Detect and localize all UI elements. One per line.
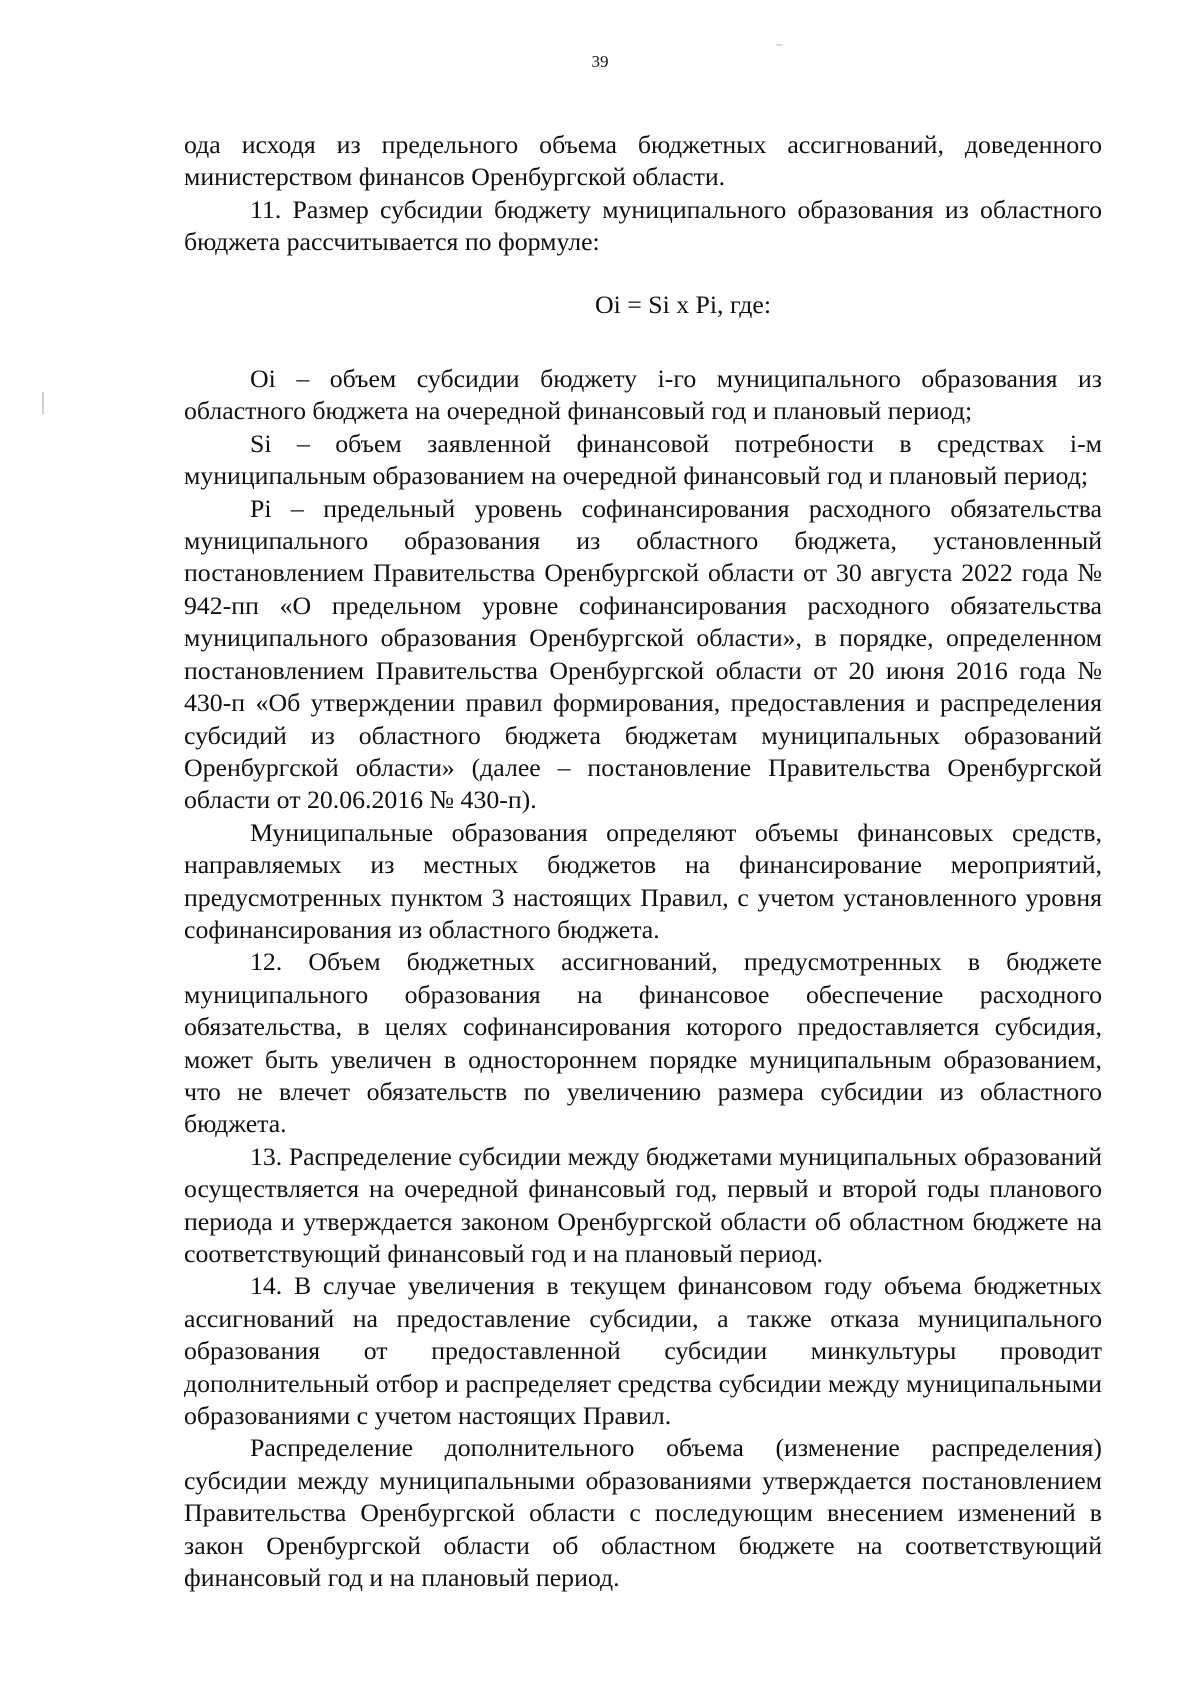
paragraph-clause-13: 13. Распределение субсидии между бюджетами муниципальных образований осуществляется на очередной финансовый год, первый и второй годы планового периода и утверждается законом Оренбургской области об областном бюджете на соответствующий финансовый год и на плановый период. (184, 1141, 1102, 1268)
scan-artifact (776, 44, 782, 46)
paragraph-definition-oi: Oi – объем субсидии бюджету i-го муниципального образования из областного бюджета на очередной финансовый год и плановый период; (184, 364, 1102, 426)
paragraph-definition-pi: Pi – предельный уровень софинансирования расходного обязательства муниципального образования из областного бюджета, установленный постановлением Правительства Оренбургской области от 30 августа 2022 года № 942-пп «О предельном уровне софинансирования расходного обязательства муниципального образования Оренбургской области», в порядке, определенном постановлением Правительства Оренбургской области от 20 июня 2016 года № 430-п «Об утверждении правил формирования, предоставления и распределения субсидий из областного бюджета бюджетам муниципальных образований Оренбургской области» (далее – постановление Правительства Оренбургской области от 20.06.2016 № 430-п). (184, 493, 1102, 815)
paragraph-additional-distribution: Распределение дополнительного объема (изменение распределения) субсидии между муниципальными образованиями утверждается постановлением Правительства Оренбургской области с последующим внесением изменений в закон Оренбургской области об областном бюджете на соответствующий финансовый год и на плановый период. (184, 1433, 1102, 1593)
paragraph-clause-11: 11. Размер субсидии бюджету муниципального образования из областного бюджета рассчитывается по формуле: (184, 194, 1102, 257)
paragraph-clause-14: 14. В случае увеличения в текущем финансовом году объема бюджетных ассигнований на предоставление субсидии, а также отказа муниципального образования от предоставленной субсидии минкультуры проводит дополнительный отбор и распределяет средства субсидии между муниципальными образованиями с учетом настоящих Правил. (184, 1271, 1102, 1431)
scan-artifact (42, 392, 44, 414)
paragraph-continuation: ода исходя из предельного объема бюджетных ассигнований, доведенного министерством финансов Оренбургской области. (184, 130, 1102, 192)
paragraph-definition-si: Si – объем заявленной финансовой потребности в средствах i-м муниципальным образованием на очередной финансовый год и плановый период; (184, 428, 1102, 491)
page-number: 39 (591, 52, 609, 71)
paragraph-clause-12: 12. Объем бюджетных ассигнований, предусмотренных в бюджете муниципального образования на финансовое обеспечение расходного обязательства, в целях софинансирования которого предоставляется субсидия, может быть увеличен в одностороннем порядке муниципальным образованием, что не влечет обязательств по увеличению размера субсидии из областного бюджета. (184, 947, 1102, 1139)
paragraph-municipal-funding: Муниципальные образования определяют объемы финансовых средств, направляемых из местных бюджетов на финансирование мероприятий, предусмотренных пунктом 3 настоящих Правил, с учетом установленного уровня софинансирования из областного бюджета. (184, 817, 1102, 944)
formula: Oi = Si x Pi, где: (594, 289, 771, 319)
document-body (184, 129, 1102, 1594)
